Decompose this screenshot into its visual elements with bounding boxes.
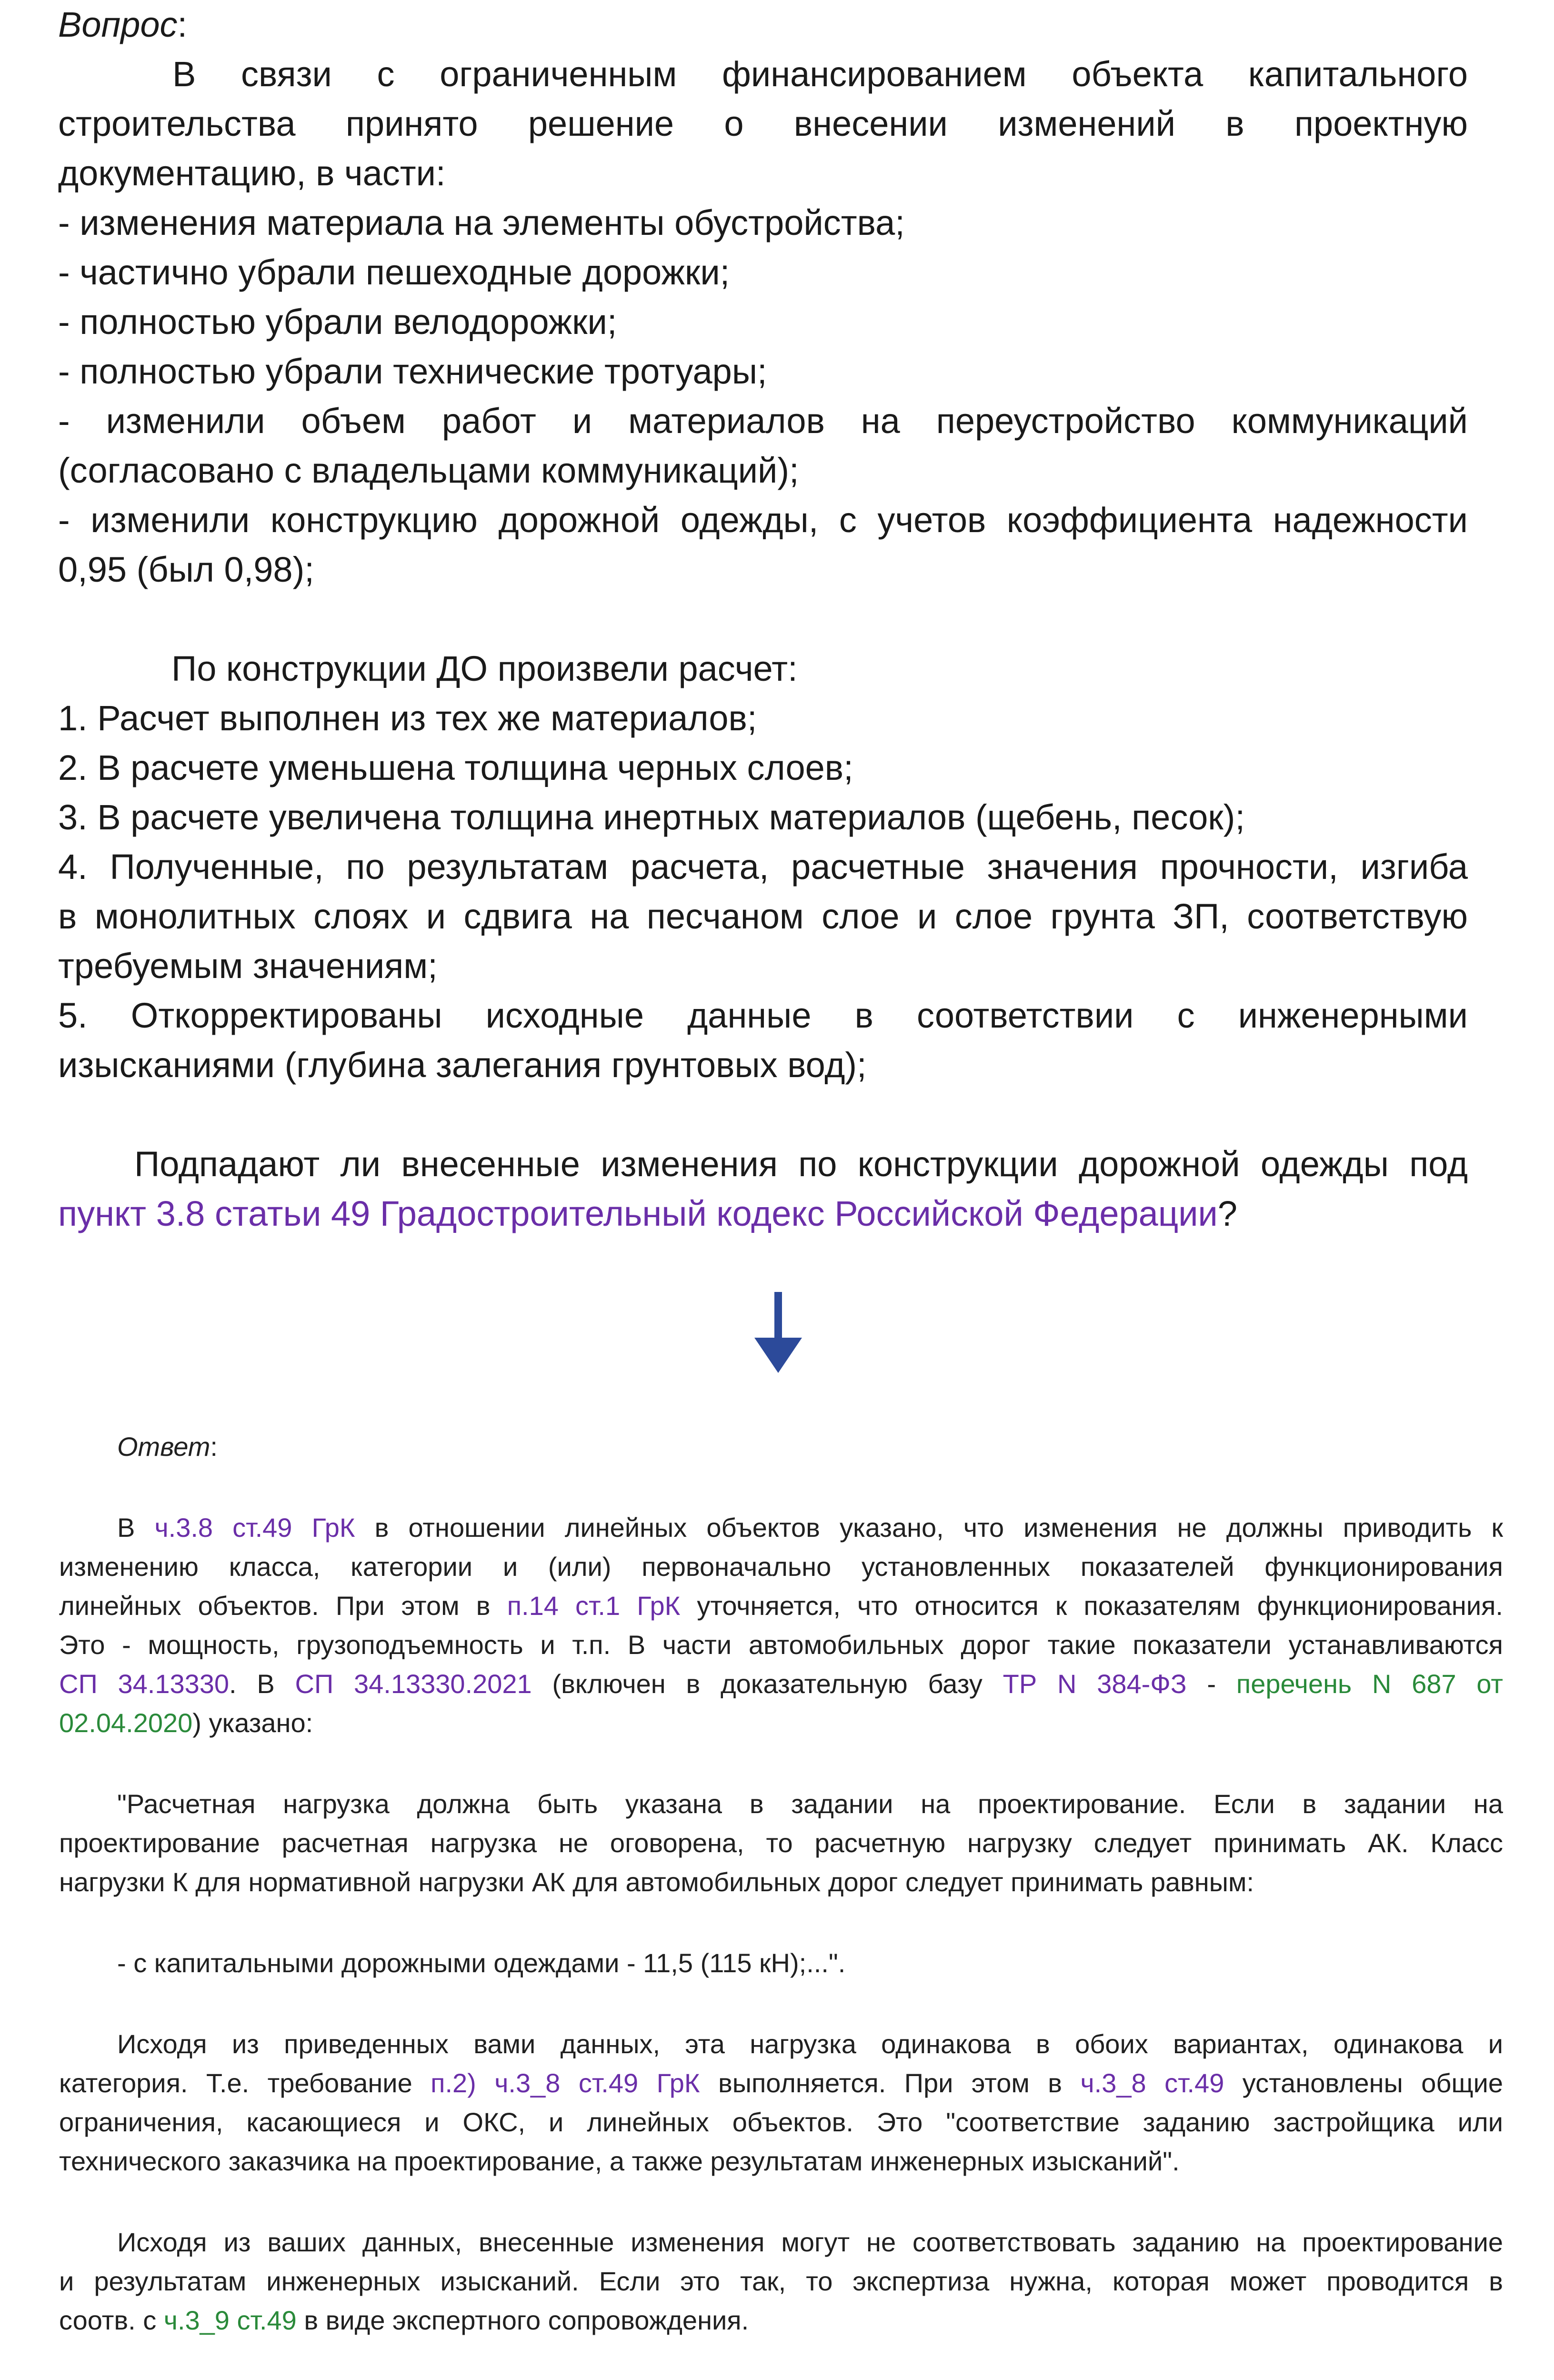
grk-ch38-art49-link[interactable]: ч.3.8 ст.49 ГрК <box>154 1513 355 1543</box>
answer-p1-line-5 <box>59 1664 1503 1704</box>
question-change-1: - изменения материала на элементы обустройства; <box>58 203 905 242</box>
question-label-suffix: : <box>177 5 188 44</box>
answer-p4-line-3 <box>59 2301 1503 2340</box>
text: категория. Т.е. требование <box>59 2068 431 2098</box>
question-intro-line-3: документацию, в части: <box>58 153 446 193</box>
answer-quote-line-1: "Расчетная нагрузка должна быть указана в задании на проектирование. Если в задании на <box>117 1789 1503 1819</box>
answer-label: Ответ <box>117 1432 211 1462</box>
list-687-date-link[interactable]: 02.04.2020 <box>59 1708 193 1738</box>
text: . В <box>229 1669 295 1699</box>
question-final-line-2 <box>58 1189 1468 1239</box>
answer-label-line <box>59 1427 1503 1466</box>
question-calc-4-end: требуемым значениям; <box>58 946 438 986</box>
question-final-line-1: Подпадают ли внесенные изменения по конструкции дорожной одежды под <box>134 1144 1468 1184</box>
sp-34-13330-link[interactable]: СП 34.13330 <box>59 1669 230 1699</box>
question-change-6-cont: 0,95 (был 0,98); <box>58 550 314 589</box>
question-intro-line-1: В связи с ограниченным финансированием объекта капитального <box>172 54 1468 94</box>
question-calc-4-cont: в монолитных слоях и сдвига на песчаном слое и слое грунта ЗП, соответствую <box>58 897 1468 936</box>
question-calc-5-cont: изысканиями (глубина залегания грунтовых вод); <box>58 1045 867 1085</box>
text: уточняется, что относится к показателям функционирования. <box>680 1591 1503 1621</box>
text: соотв. с <box>59 2305 164 2335</box>
question-change-2: - частично убрали пешеходные дорожки; <box>58 252 730 292</box>
question-change-5-cont: (согласовано с владельцами коммуникаций); <box>58 451 799 490</box>
question-calc-1: 1. Расчет выполнен из тех же материалов; <box>58 698 757 738</box>
answer-p3-line-3: ограничения, касающиеся и ОКС, и линейных объектов. Это "соответствие заданию застройщика или <box>59 2107 1503 2137</box>
ch39-art49-link[interactable]: ч.3_9 ст.49 <box>163 2305 297 2335</box>
text: В <box>117 1513 155 1543</box>
answer-quote-item: - с капитальными дорожными одеждами - 11,5 (115 кН);...". <box>117 1948 846 1978</box>
question-calc-2: 2. В расчете уменьшена толщина черных слоев; <box>58 748 853 787</box>
text: - <box>1186 1669 1236 1699</box>
answer-label-suffix: : <box>210 1432 218 1462</box>
answer-p1-line-4: Это - мощность, грузоподъемность и т.п. В части автомобильных дорог такие показатели устанавливаются <box>59 1630 1503 1660</box>
question-change-4: - полностью убрали технические тротуары; <box>58 352 767 391</box>
question-change-3: - полностью убрали велодорожки; <box>58 302 617 342</box>
tr-384-fz-link[interactable]: ТР N 384-ФЗ <box>1003 1669 1187 1699</box>
question-mark: ? <box>1217 1194 1238 1233</box>
grk-p14-art1-link[interactable]: п.14 ст.1 ГрК <box>507 1591 681 1621</box>
answer-p3-line-4: технического заказчика на проектирование, а также результатам инженерных изысканий". <box>59 2146 1180 2176</box>
question-intro-line-2: строительства принято решение о внесении изменений в проектную <box>58 104 1468 143</box>
question-calc-intro: По конструкции ДО произвели расчет: <box>171 649 798 688</box>
answer-quote-line-2: проектирование расчетная нагрузка не оговорена, то расчетную нагрузку следует принимать АК. Класс <box>59 1828 1503 1858</box>
text: в отношении линейных объектов указано, что изменения не должны приводить к <box>355 1513 1503 1543</box>
text: ) указано: <box>192 1708 313 1738</box>
question-change-6: - изменили конструкцию дорожной одежды, с учетов коэффициента надежности <box>58 500 1468 540</box>
answer-quote-line-3: нагрузки К для нормативной нагрузки АК для автомобильных дорог следует принимать равным: <box>59 1867 1254 1897</box>
question-label: Вопрос <box>58 5 178 44</box>
text: установлены общие <box>1224 2068 1504 2098</box>
answer-p1-line-1 <box>59 1508 1503 1547</box>
text: (включен в доказательную базу <box>531 1669 1003 1699</box>
arrow-down-icon <box>752 1292 804 1374</box>
question-calc-5: 5. Откорректированы исходные данные в соответствии с инженерными <box>58 996 1468 1035</box>
answer-p3-line-2 <box>59 2064 1503 2103</box>
answer-p4-line-1: Исходя из ваших данных, внесенные изменения могут не соответствовать заданию на проектирование <box>117 2227 1503 2257</box>
grk-article-49-link[interactable]: пункт 3.8 статьи 49 Градостроительный кодекс Российской Федерации <box>58 1194 1218 1233</box>
question-calc-3: 3. В расчете увеличена толщина инертных материалов (щебень, песок); <box>58 797 1245 837</box>
answer-p1-line-3 <box>59 1586 1503 1625</box>
text: в виде экспертного сопровождения. <box>296 2305 749 2335</box>
question-change-5: - изменили объем работ и материалов на переустройство коммуникаций <box>58 401 1468 441</box>
grk-p2-ch38-art49-link[interactable]: п.2) ч.3_8 ст.49 ГрК <box>431 2068 700 2098</box>
answer-p1-line-6 <box>59 1704 1503 1743</box>
ch38-art49-link[interactable]: ч.3_8 ст.49 <box>1080 2068 1224 2098</box>
answer-p1-line-2: изменению класса, категории и (или) первоначально установленных показателей функционирования <box>59 1552 1503 1582</box>
sp-34-13330-2021-link[interactable]: СП 34.13330.2021 <box>295 1669 532 1699</box>
answer-p4-line-2: и результатам инженерных изысканий. Если это так, то экспертиза нужна, которая может проводится в <box>59 2266 1503 2296</box>
question-label-line <box>58 0 1468 50</box>
list-687-link[interactable]: перечень N 687 от <box>1236 1669 1503 1699</box>
question-calc-4: 4. Полученные, по результатам расчета, расчетные значения прочности, изгиба <box>58 847 1468 887</box>
text: выполняется. При этом в <box>700 2068 1081 2098</box>
answer-p3-line-1: Исходя из приведенных вами данных, эта нагрузка одинакова в обоих вариантах, одинакова и <box>117 2029 1503 2059</box>
text: линейных объектов. При этом в <box>59 1591 507 1621</box>
